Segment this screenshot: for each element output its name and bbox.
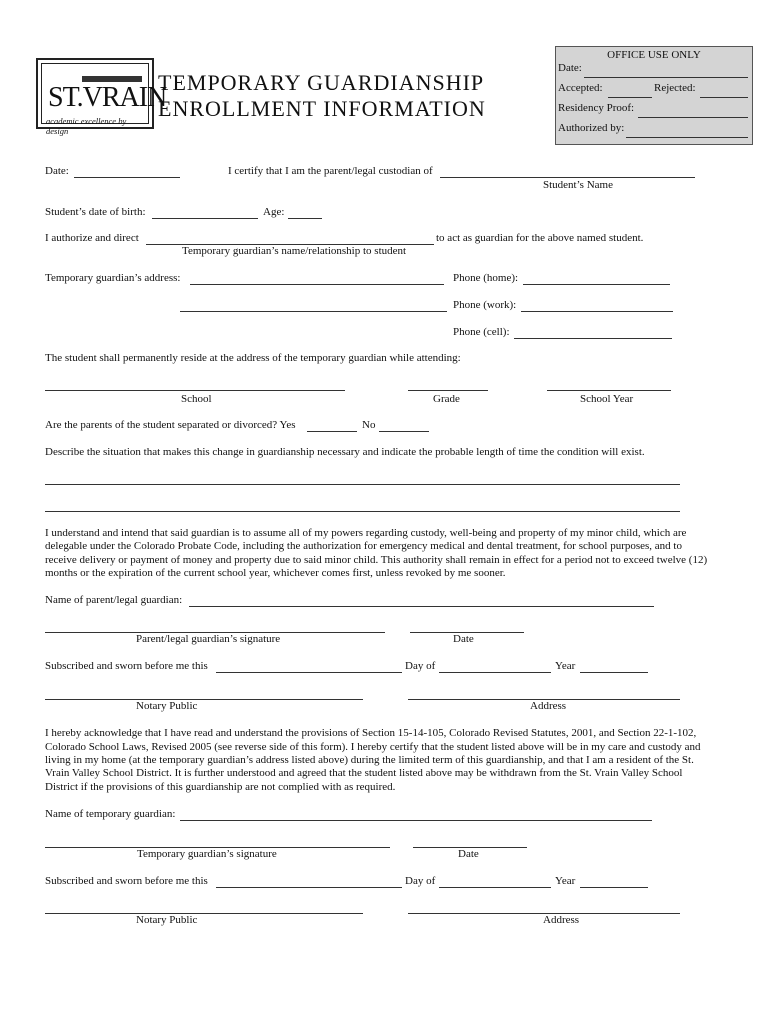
logo-name: ST.VRAIN [48,82,167,113]
temp-guardian-signature-field[interactable] [45,833,390,848]
notary-address-field-2[interactable] [408,899,680,914]
ack-line-2: Colorado School Laws, Revised 2005 (see reverse side of this form). I hereby certify that the student listed above will be in my care and custody and [45,741,701,753]
guardian-name-field[interactable] [146,230,434,245]
temp-guardian-name-label: Name of temporary guardian: [45,808,176,820]
address-caption-2: Address [543,914,580,926]
age-label: Age: [263,206,285,218]
dob-label: Student’s date of birth: [45,206,146,218]
school-caption: School [181,393,212,405]
parent-name-label: Name of parent/legal guardian: [45,594,183,606]
form-title-line1: TEMPORARY GUARDIANSHIP [158,70,485,95]
understand-line-1: I understand and intend that said guardian is to assume all of my powers regarding custody, well-being and property of my minor child, which are [45,527,687,539]
notary-field-2[interactable] [45,899,363,914]
temp-guardian-name-field[interactable] [180,806,652,821]
guardian-name-caption: Temporary guardian’s name/relationship to student [182,245,407,257]
subscribed-day-field-1[interactable] [216,658,402,673]
office-accepted-label: Accepted: [558,82,603,94]
day-of-field-1[interactable] [439,658,551,673]
separated-yes-field[interactable] [307,417,357,432]
describe-field-1[interactable] [45,470,680,485]
subscribed-text-1: Subscribed and sworn before me this [45,660,208,672]
year-field-2[interactable] [580,873,648,888]
guardian-address-label: Temporary guardian’s address: [45,272,181,284]
parent-date-caption: Date [453,633,474,645]
age-field[interactable] [288,204,322,219]
year-label-2: Year [555,875,576,887]
parent-name-field[interactable] [189,592,654,607]
temp-guardian-signature-caption: Temporary guardian’s signature [137,848,277,860]
year-label-1: Year [555,660,576,672]
logo-tagline: academic excellence by design [46,116,127,136]
phone-work-field[interactable] [521,297,673,312]
describe-field-2[interactable] [45,497,680,512]
temp-guardian-date-caption: Date [458,848,479,860]
office-heading: OFFICE USE ONLY [607,49,701,61]
act-as-text: to act as guardian for the above named student. [436,232,644,244]
authorize-label: I authorize and direct [45,232,139,244]
address-caption-1: Address [530,700,567,712]
describe-text: Describe the situation that makes this change in guardianship necessary and indicate the probable length of time the condition will exist. [45,446,645,458]
guardian-address-field-1[interactable] [190,270,444,285]
office-accepted-field[interactable] [608,83,652,98]
school-field[interactable] [45,376,345,391]
year-field-1[interactable] [580,658,648,673]
district-logo [36,58,167,136]
phone-cell-label: Phone (cell): [453,326,510,338]
temp-guardian-date-field[interactable] [413,833,527,848]
grade-caption: Grade [433,393,460,405]
notary-address-field-1[interactable] [408,685,680,700]
parent-signature-date-field[interactable] [410,618,524,633]
parent-signature-caption: Parent/legal guardian’s signature [136,633,281,645]
phone-cell-field[interactable] [514,324,672,339]
phone-home-field[interactable] [523,270,670,285]
school-year-caption: School Year [580,393,634,405]
phone-home-label: Phone (home): [453,272,519,284]
day-of-label-2: Day of [405,875,436,887]
dob-field[interactable] [152,204,258,219]
notary-caption-1: Notary Public [136,700,198,712]
phone-work-label: Phone (work): [453,299,517,311]
ack-line-5: District if the provisions of this guardianship are not complied with as required. [45,781,396,793]
ack-line-4: Vrain Valley School District. It is further understood and agreed that the student listed above may be withdrawn from the St. Vrain Valley School [45,767,683,779]
office-date-field[interactable] [584,63,748,78]
day-of-label-1: Day of [405,660,436,672]
ack-line-3: living in my home (at the temporary guardian’s address listed above) during the limited term of this guardianship, and that I am a resident of the St. [45,754,694,766]
student-name-field[interactable] [440,163,695,178]
separated-no-label: No [362,419,376,431]
separated-no-field[interactable] [379,417,429,432]
office-rejected-field[interactable] [700,83,748,98]
understand-line-3: receive delivery or payment of money and property due to said minor child. This authority shall remain in effect for a period not to exceed twelve (12) [45,554,708,566]
student-name-caption: Student’s Name [543,179,613,191]
form-title-line2: ENROLLMENT INFORMATION [158,96,486,121]
date-label: Date: [45,165,69,177]
guardian-address-field-2[interactable] [180,297,447,312]
subscribed-day-field-2[interactable] [216,873,402,888]
ack-line-1: I hereby acknowledge that I have read and understand the provisions of Section 15-14-105, Colorado Revised Statutes, 2001, and Section 22-1-102, [45,727,697,739]
day-of-field-2[interactable] [439,873,551,888]
separated-question: Are the parents of the student separated or divorced? Yes [45,419,296,431]
school-year-field[interactable] [547,376,671,391]
subscribed-text-2: Subscribed and sworn before me this [45,875,208,887]
office-authorized-field[interactable] [626,123,748,138]
office-residency-field[interactable] [638,103,748,118]
office-rejected-label: Rejected: [654,82,696,94]
date-field[interactable] [74,163,180,178]
notary-field-1[interactable] [45,685,363,700]
understand-line-2: delegable under the Colorado Probate Code, including the authorization for emergency medical and dental treatment, for school purposes, and to [45,540,682,552]
office-date-label: Date: [558,62,582,74]
parent-signature-field[interactable] [45,618,385,633]
reside-text: The student shall permanently reside at the address of the temporary guardian while attending: [45,352,461,364]
office-residency-label: Residency Proof: [558,102,635,114]
grade-field[interactable] [408,376,488,391]
notary-caption-2: Notary Public [136,914,198,926]
office-authorized-label: Authorized by: [558,122,625,134]
understand-line-4: months or the expiration of the current school year, whichever comes first, unless revoked by me sooner. [45,567,506,579]
office-use-box [555,46,753,145]
certify-text: I certify that I am the parent/legal custodian of [228,165,433,177]
